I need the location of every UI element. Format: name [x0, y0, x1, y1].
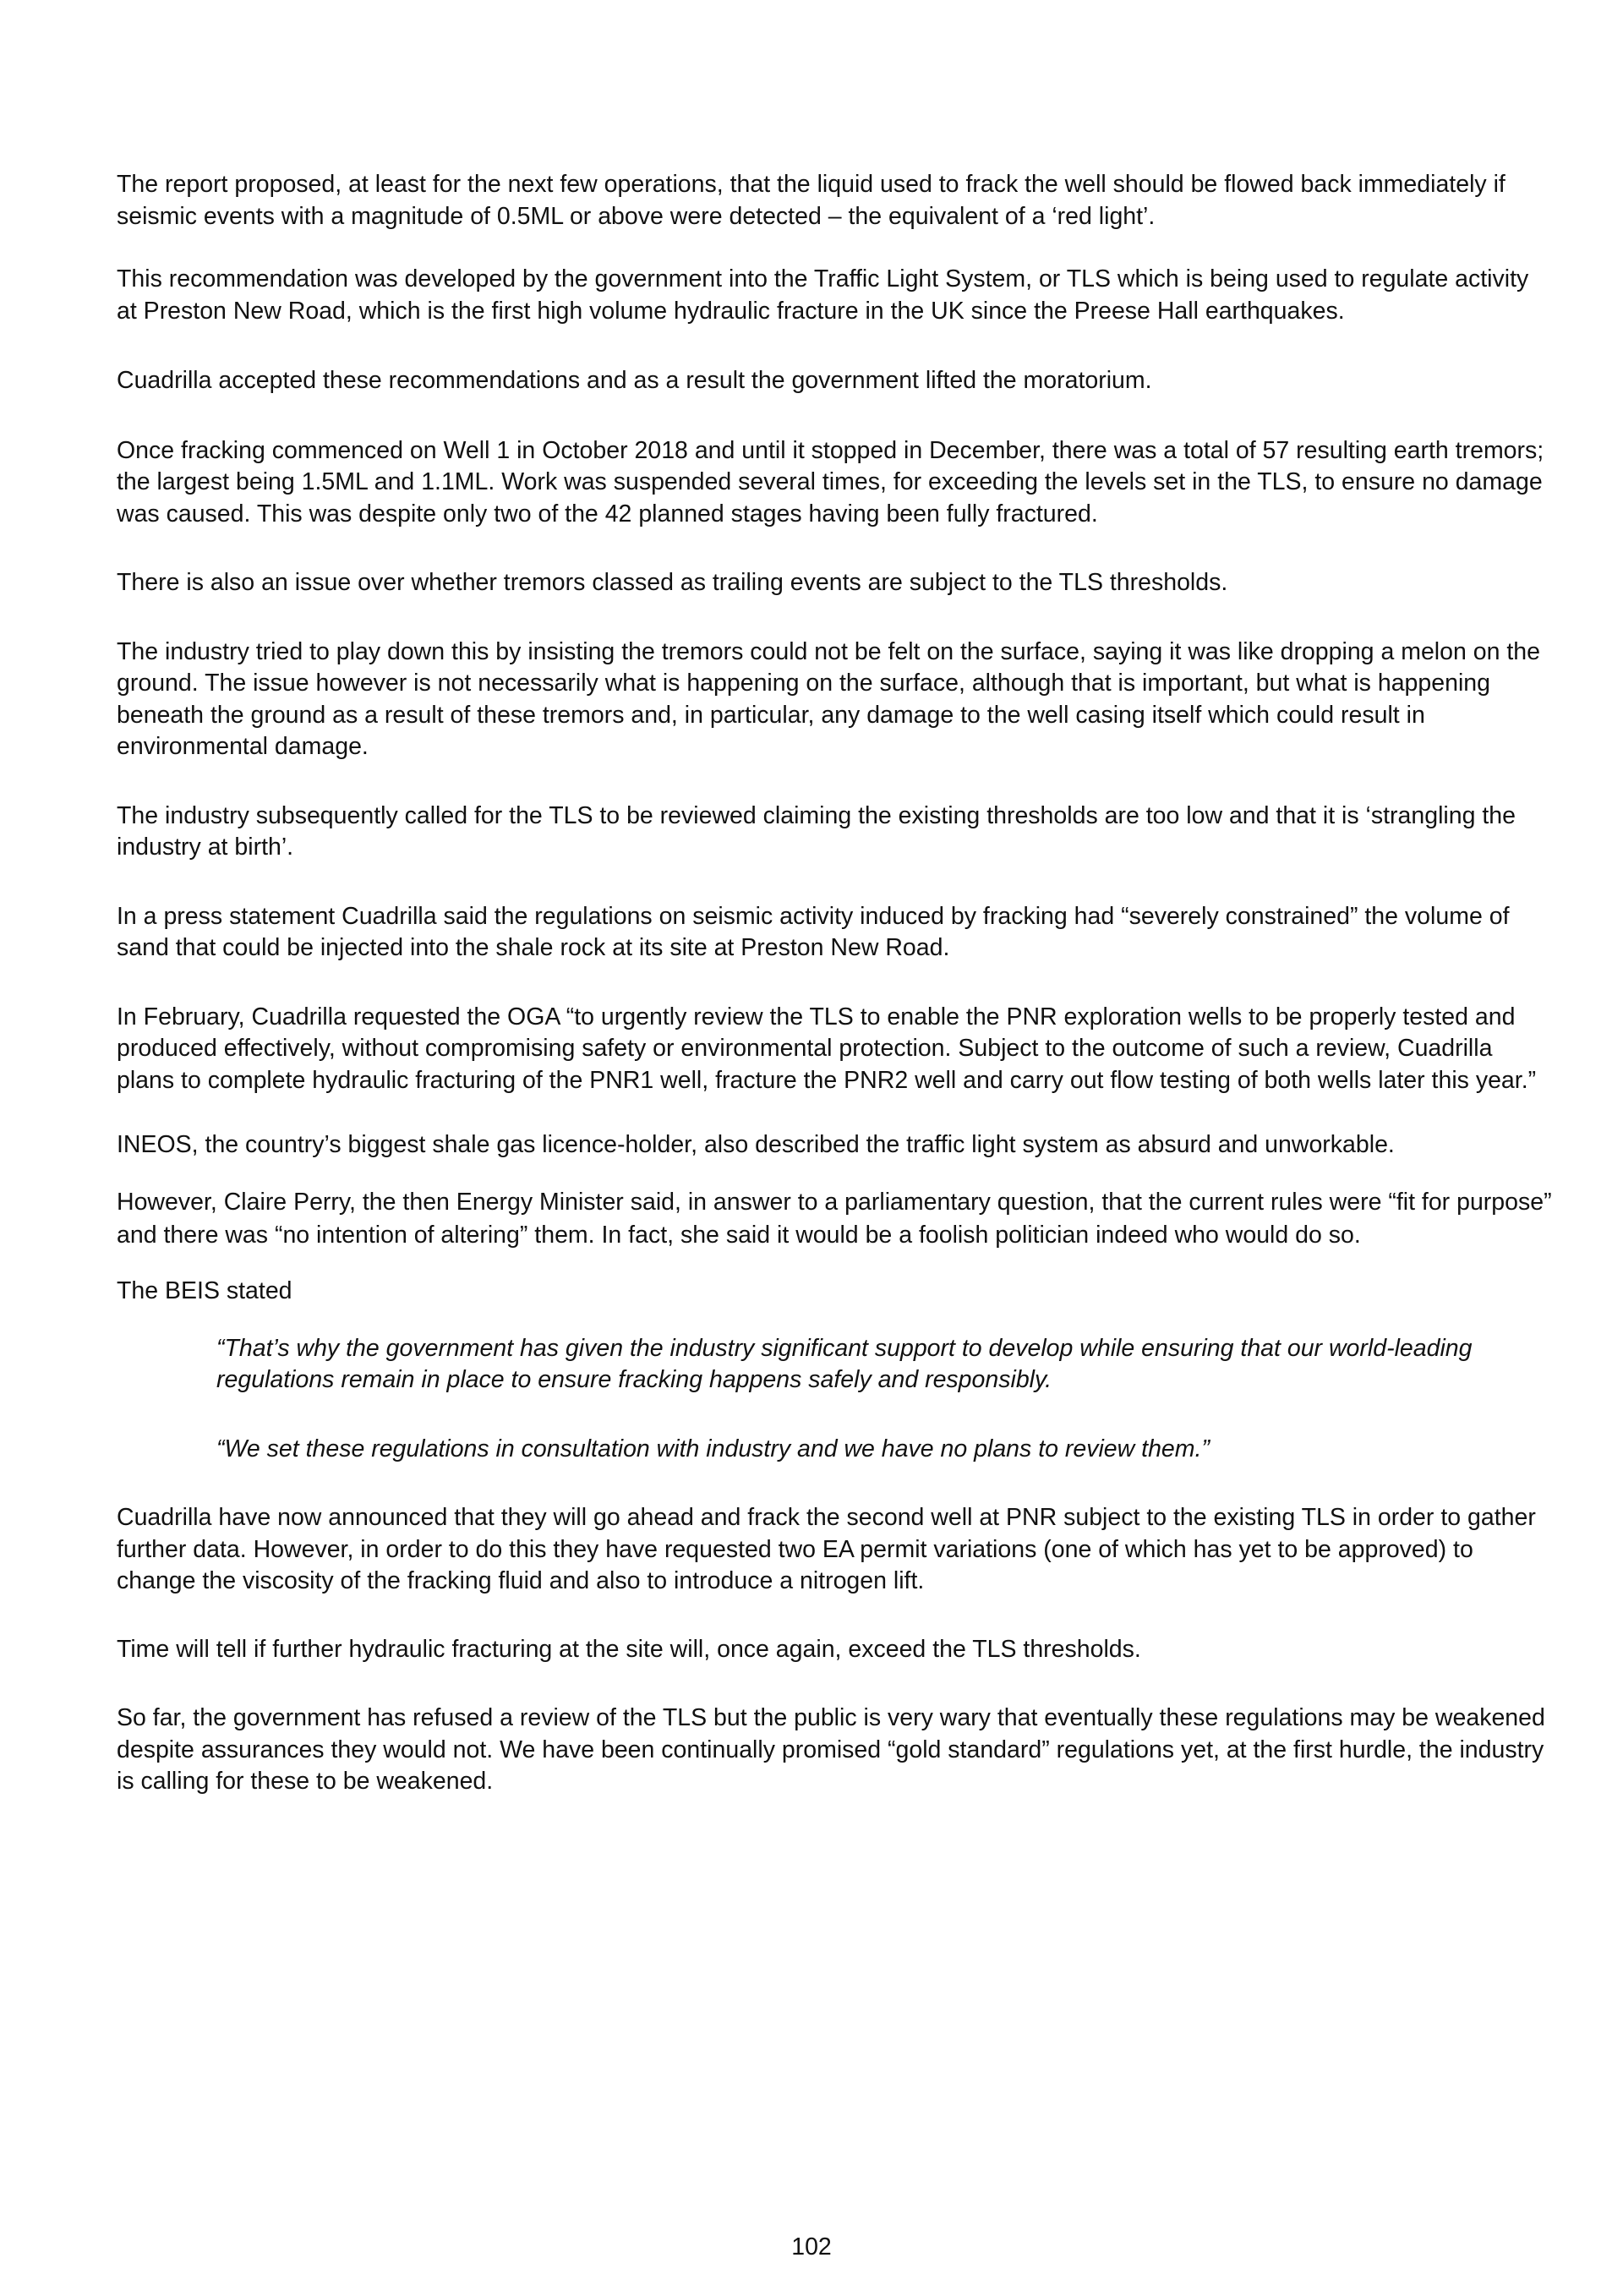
paragraph-beis-stated: The BEIS stated	[117, 1277, 292, 1304]
paragraph-second-well: Cuadrilla have now announced that they will go ahead and frack the second well at PNR subject to the existing TLS in order to gather further data. However, in order to do this they have requested two EA permit variations (one of which has yet to be approved) to change the viscosity of the fracking fluid and also to introduce a nitrogen lift.	[117, 1504, 1536, 1594]
paragraph-red-light: The report proposed, at least for the next few operations, that the liquid used to frack the well should be flowed back immediately if seismic events with a magnitude of 0.5ML or above were detected – the equivalent of a ‘red light’.	[117, 171, 1506, 230]
paragraph-oga-request: In February, Cuadrilla requested the OGA “to urgently review the TLS to enable the PNR exploration wells to be properly tested and produced effectively, without compromising safety or environmental protection. Subject to the outcome of such a review, Cuadrilla plans to complete hydraulic fracturing of the PNR1 well, fracture the PNR2 well and carry out flow testing of both wells later this year.”	[117, 1003, 1537, 1094]
paragraph-earth-tremors: Once fracking commenced on Well 1 in October 2018 and until it stopped in December, there was a total of 57 resulting earth tremors; the largest being 1.5ML and 1.1ML. Work was suspended several times, for exceeding the levels set in the TLS, to ensure no damage was caused. This was despite only two of the 42 planned stages having been fully fractured.	[117, 436, 1544, 528]
page-number: 102	[791, 2233, 832, 2260]
paragraph-gold-standard: So far, the government has refused a review of the TLS but the public is very wary that eventually these regulations may be weakened despite assurances they would not. We have been continually promised “gold standard” regulations yet, at the first hurdle, the industry is calling for these to be weakened.	[117, 1704, 1545, 1795]
paragraph-trailing-events: There is also an issue over whether tremors classed as trailing events are subject to the TLS thresholds.	[117, 569, 1228, 596]
paragraph-moratorium: Cuadrilla accepted these recommendations and as a result the government lifted the moratorium.	[117, 367, 1152, 394]
paragraph-claire-perry: However, Claire Perry, the then Energy Minister said, in answer to a parliamentary question, that the current rules were “fit for purpose” and there was “no intention of altering” them. In fact, she said it would be a foolish politician indeed who would do so.	[117, 1189, 1552, 1249]
paragraph-melon: The industry tried to play down this by insisting the tremors could not be felt on the surface, saying it was like dropping a melon on the ground. The issue however is not necessarily what is happening on the surface, although that is important, but what is happening beneath the ground as a result of these tremors and, in particular, any damage to the well casing itself which could result in environmental damage.	[117, 637, 1540, 760]
paragraph-time-will-tell: Time will tell if further hydraulic fracturing at the site will, once again, exceed the TLS thresholds.	[117, 1635, 1141, 1663]
quote-no-plans-review: “We set these regulations in consultation with industry and we have no plans to review them.”	[216, 1435, 1210, 1462]
paragraph-ineos: INEOS, the country’s biggest shale gas licence-holder, also described the traffic light system as absurd and unworkable.	[117, 1131, 1395, 1158]
document-page	[117, 169, 1554, 1798]
paragraph-press-statement: In a press statement Cuadrilla said the regulations on seismic activity induced by fracking had “severely constrained” the volume of sand that could be injected into the shale rock at its site at Preston New Road.	[117, 902, 1510, 961]
quote-government-support: “That’s why the government has given the industry significant support to develop while ensuring that our world-leading regulations remain in place to ensure fracking happens safely and responsibly.	[216, 1334, 1473, 1393]
paragraph-traffic-light-system: This recommendation was developed by the government into the Traffic Light System, or TLS which is being used to regulate activity at Preston New Road, which is the first high volume hydraulic fracture in the UK since the Preese Hall earthquakes.	[117, 265, 1529, 325]
paragraph-strangling: The industry subsequently called for the TLS to be reviewed claiming the existing thresholds are too low and that it is ‘strangling the industry at birth’.	[117, 801, 1516, 861]
